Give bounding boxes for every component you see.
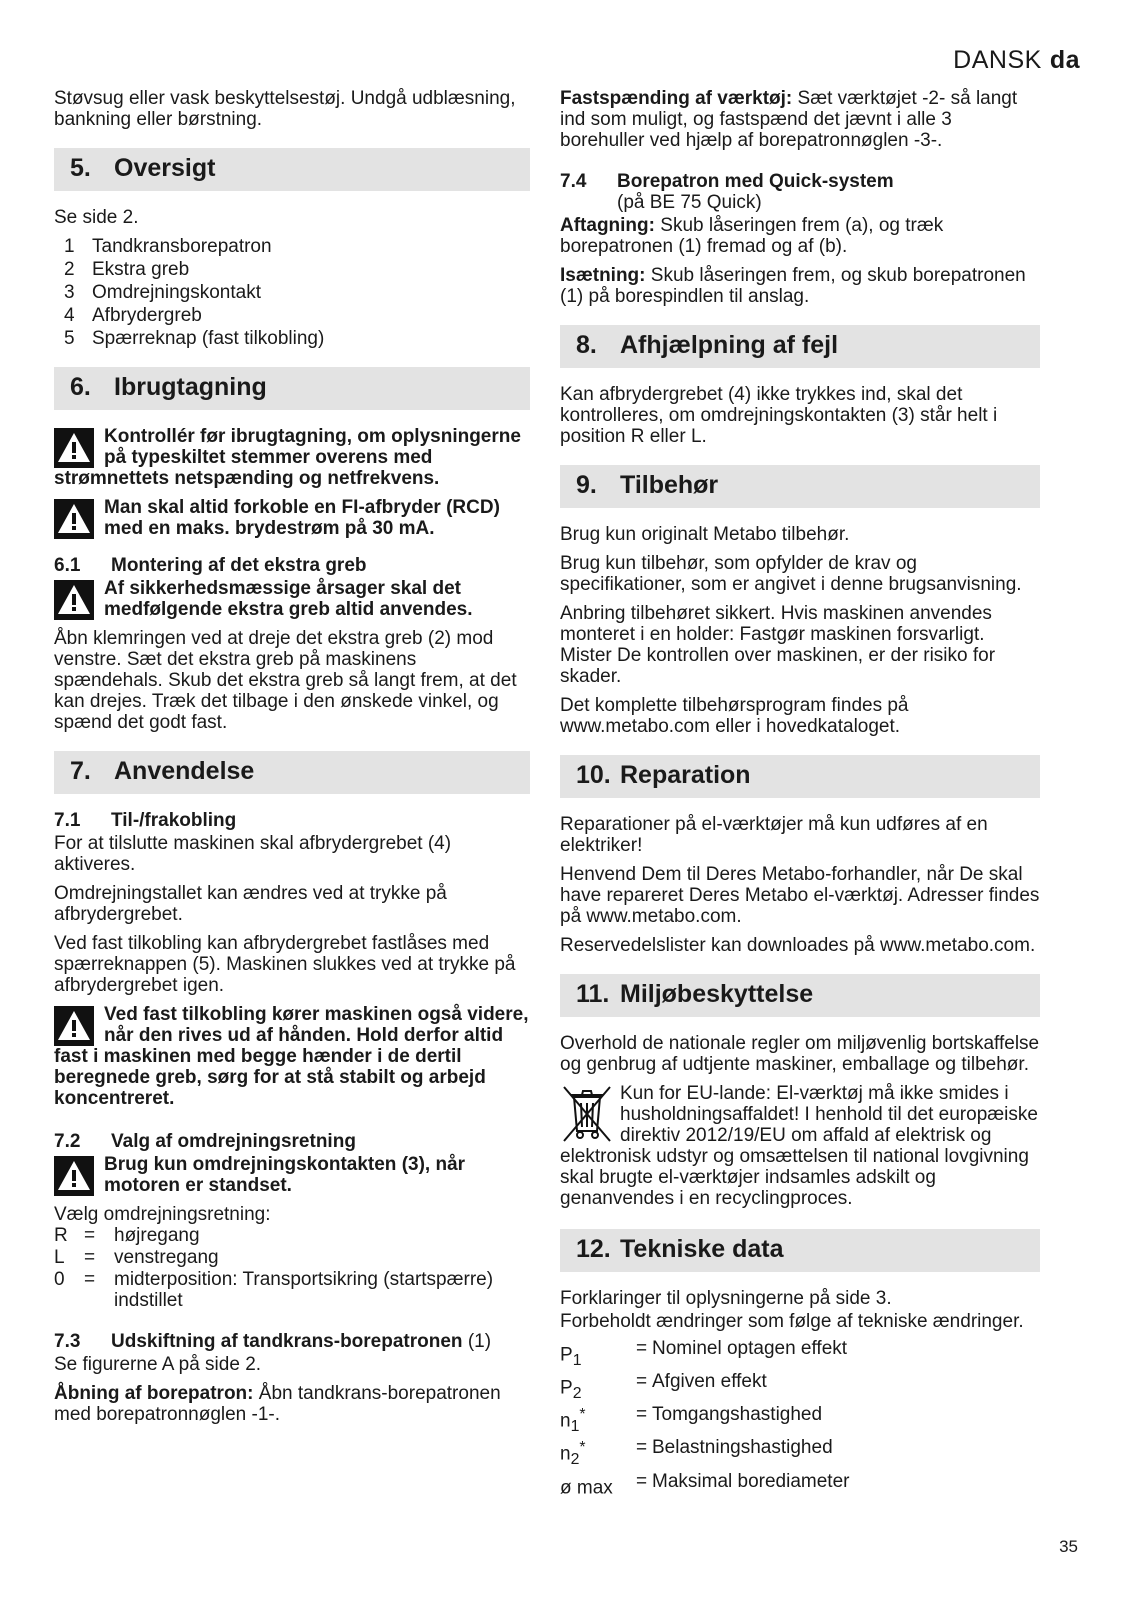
- section-7-1-p1: For at tilslutte maskinen skal afbrydergrebet (4) aktiveres.: [54, 833, 452, 875]
- section-12-heading: 12. Tekniske data: [560, 1229, 1040, 1272]
- right-column: [560, 88, 1040, 1504]
- left-column: [54, 88, 530, 1433]
- section-6-1-text: Åbn klemringen ved at dreje det ekstra greb (2) mod venstre. Sæt det ekstra greb på maskinens spændehals. Skub det ekstra greb så langt frem, at det kan drejes. Træk det tilbage i den ønskede vinkel, og spænd det godt fast.: [54, 628, 517, 733]
- list-item: $P_1$ = Nominel optagen effekt: [560, 1338, 848, 1370]
- section-7-1-p3: Ved fast tilkobling kan afbrydergrebet fastlåses med spærreknappen (5). Maskinen slukkes ved at trykke på afbrydergrebet igen.: [54, 933, 516, 996]
- list-item: $n_1^*$ = Tomgangshastighed: [560, 1404, 823, 1436]
- section-8-text: Kan afbrydergrebet (4) ikke trykkes ind, skal det kontrolleres, om omdrejningskontakten (3) står helt i position R eller L.: [560, 384, 998, 447]
- list-item: 3 Omdrejningskontakt: [64, 282, 261, 303]
- list-item: $n_2^*$ = Belastningshastighed: [560, 1437, 833, 1469]
- list-item: 2 Ekstra greb: [64, 259, 190, 280]
- crossed-out-bin-icon: [560, 1083, 614, 1143]
- section-7-2-intro: Vælg omdrejningsretning:: [54, 1204, 271, 1225]
- section-10-p1: Reparationer på el-værktøjer må kun udføres af en elektriker!: [560, 814, 988, 856]
- warning-block: Man skal altid forkoble en FI-afbryder (RCD) med en maks. brydestrøm på 30 mA.: [54, 497, 530, 539]
- section-7-4-heading: 7.4 Borepatron med Quick-system (på BE 75 Quick): [560, 171, 894, 213]
- section-10-p3: Reservedelslister kan downloades på www.metabo.com.: [560, 935, 1036, 956]
- warning-block: Kontrollér før ibrugtagning, om oplysningerne på typeskiltet stemmer overens med strømnettets netspænding og netfrekvens.: [54, 426, 521, 489]
- language-code: da: [1049, 46, 1080, 74]
- section-9-p4: Det komplette tilbehørsprogram findes på www.metabo.com eller i hovedkataloget.: [560, 695, 909, 737]
- intro-text: Støvsug eller vask beskyttelsestøj. Undgå udblæsning, bankning eller børstning.: [54, 88, 516, 130]
- page-number: 35: [1059, 1537, 1078, 1556]
- list-item: 4 Afbrydergreb: [64, 305, 202, 326]
- section-9-p3: Anbring tilbehøret sikkert. Hvis maskinen anvendes monteret i en holder: Fastgør maskinen forsvarligt. Mister De kontrollen over maskinen, er der risiko for skader.: [560, 603, 996, 687]
- section-9-p2: Brug kun tilbehør, som opfylder de krav og specifikationer, som er angivet i denne brugsanvisning.: [560, 553, 1022, 595]
- page-header: [953, 46, 1080, 75]
- list-item: 0 = midterposition: Transportsikring (startspærre) indstillet: [54, 1269, 494, 1311]
- section-9-p1: Brug kun originalt Metabo tilbehør.: [560, 524, 850, 545]
- list-item: $P_2$ = Afgiven effekt: [560, 1371, 767, 1403]
- warning-block: Af sikkerhedsmæssige årsager skal det medfølgende ekstra greb altid anvendes.: [54, 578, 530, 620]
- section-6-1-heading: 6.1 Montering af det ekstra greb: [54, 555, 367, 576]
- section-10-p2: Henvend Dem til Deres Metabo-forhandler, når De skal have repareret Deres Metabo el-værktøj. Adresser findes på www.metabo.com.: [560, 864, 1040, 927]
- fixing-tool-text: Fastspænding af værktøj: Sæt værktøjet -2- så langt ind som muligt, og fastspænd det jævnt i alle 3 borehuller ved hjælp af borepatronnøglen -3-.: [560, 88, 1018, 151]
- overview-list: [54, 236, 530, 349]
- section-7-3-see: Se figurerne A på side 2.: [54, 1354, 262, 1375]
- warning-block: Ved fast tilkobling kører maskinen også videre, når den rives ud af hånden. Hold derfor altid fast i maskinen med begge hænder i de dertil beregnede greb, sørg for at stå stabilt og arbejd koncentreret.: [54, 1004, 529, 1109]
- section-7-2-heading: 7.2 Valg af omdrejningsretning: [54, 1131, 356, 1152]
- list-item: L = venstregang: [54, 1247, 219, 1268]
- language-label: DANSK: [953, 46, 1042, 74]
- section-9-heading: 9. Tilbehør: [560, 465, 1040, 508]
- warning-icon: [54, 580, 94, 620]
- section-11-p2: Kun for EU-lande: El-værktøj må ikke smides i husholdningsaffaldet! I henhold til det europæiske direktiv 2012/19/EU om affald af elektrisk og elektronisk udstyr og omsættelsen til national lovgivning skal brugte el-værktøjer indsamles adskilt og genanvendes i en recyclingproces.: [560, 1083, 1038, 1209]
- section-8-heading: 8. Afhjælpning af fejl: [560, 325, 1040, 368]
- section-11-p1: Overhold de nationale regler om miljøvenlig bortskaffelse og genbrug af udtjente maskiner, emballage og tilbehør.: [560, 1033, 1040, 1075]
- section-11-heading: 11. Miljøbeskyttelse: [560, 974, 1040, 1017]
- section-6-heading: 6. Ibrugtagning: [54, 367, 530, 410]
- section-7-3-heading: 7.3 Udskiftning af tandkrans-borepatronen (1): [54, 1331, 492, 1352]
- section-7-1-heading: 7.1 Til-/frakobling: [54, 810, 237, 831]
- direction-list: [54, 1225, 530, 1311]
- warning-icon: [54, 428, 94, 468]
- section-7-heading: 7. Anvendelse: [54, 751, 530, 794]
- section-5-heading: 5. Oversigt: [54, 148, 530, 191]
- list-item: 5 Spærreknap (fast tilkobling): [64, 328, 325, 349]
- warning-icon: [54, 1156, 94, 1196]
- technical-data-list: [560, 1338, 1040, 1504]
- section-12-p1: Forklaringer til oplysningerne på side 3.: [560, 1288, 892, 1309]
- warning-icon: [54, 499, 94, 539]
- section-7-4-remove: Aftagning: Skub låseringen frem (a), og træk borepatronen (1) fremad og af (b).: [560, 215, 944, 257]
- section-7-3-open: Åbning af borepatron: Åbn tandkrans-borepatronen med borepatronnøglen -1-.: [54, 1383, 501, 1425]
- list-item: ø max = Maksimal borediameter: [560, 1470, 850, 1498]
- section-10-heading: 10. Reparation: [560, 755, 1040, 798]
- list-item: 1 Tandkransborepatron: [64, 236, 272, 257]
- warning-block: Brug kun omdrejningskontakten (3), når motoren er standset.: [54, 1154, 530, 1196]
- section-7-1-p2: Omdrejningstallet kan ændres ved at trykke på afbrydergrebet.: [54, 883, 447, 925]
- section-5-see: Se side 2.: [54, 207, 139, 228]
- list-item: R = højregang: [54, 1225, 200, 1246]
- warning-icon: [54, 1006, 94, 1046]
- weee-notice: [560, 1083, 1040, 1209]
- section-7-4-insert: Isætning: Skub låseringen frem, og skub borepatronen (1) på borespindlen til anslag.: [560, 265, 1026, 307]
- section-12-p2: Forbeholdt ændringer som følge af tekniske ændringer.: [560, 1311, 1024, 1332]
